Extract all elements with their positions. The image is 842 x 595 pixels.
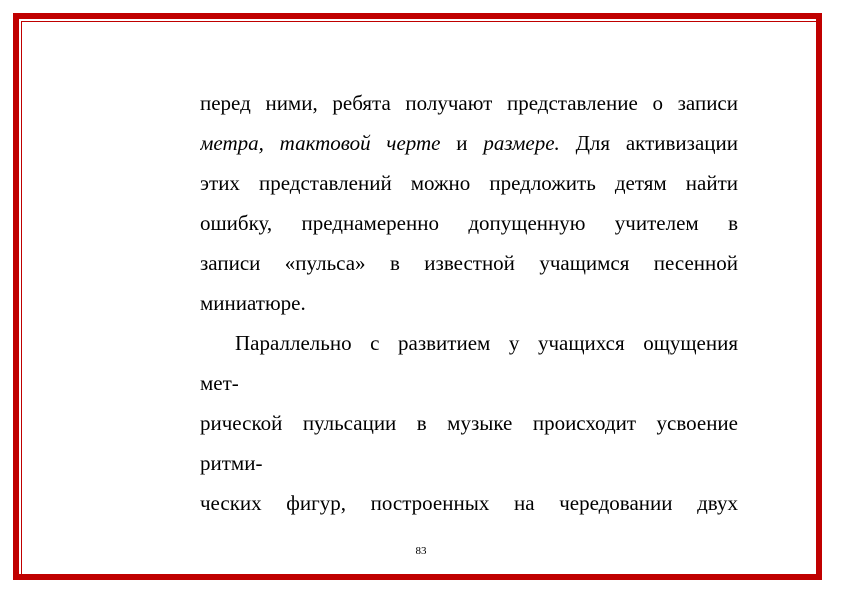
term-razmer: размере.	[483, 131, 560, 155]
body-text	[200, 83, 738, 523]
text-line-2: метра, тактовой черте и размере. Для активизации	[200, 131, 738, 155]
page-number: 83	[415, 545, 427, 557]
text-line-6: миниатюре.	[200, 291, 306, 315]
text-line-3: этих представлений можно предложить детям найти	[200, 171, 738, 195]
text-line-4: ошибку, преднамеренно допущенную учителем в	[200, 211, 738, 235]
text-line-9: рической пульсации в музыке происходит усвоение	[200, 411, 738, 435]
text-line-7: Параллельно с развитием у учащихся ощущения	[235, 331, 738, 355]
text-line-11: ческих фигур, построенных на чередовании двух	[200, 491, 738, 515]
text-line-5: записи «пульса» в известной учащимся песенной	[200, 251, 738, 275]
term-taktovaya-cherta: тактовой черте	[279, 131, 441, 155]
text-line-8: мет-	[200, 371, 239, 395]
text-line-10: ритми-	[200, 451, 263, 475]
term-metra: метра,	[200, 131, 264, 155]
text-line-1: перед ними, ребята получают представление о записи	[200, 91, 738, 115]
